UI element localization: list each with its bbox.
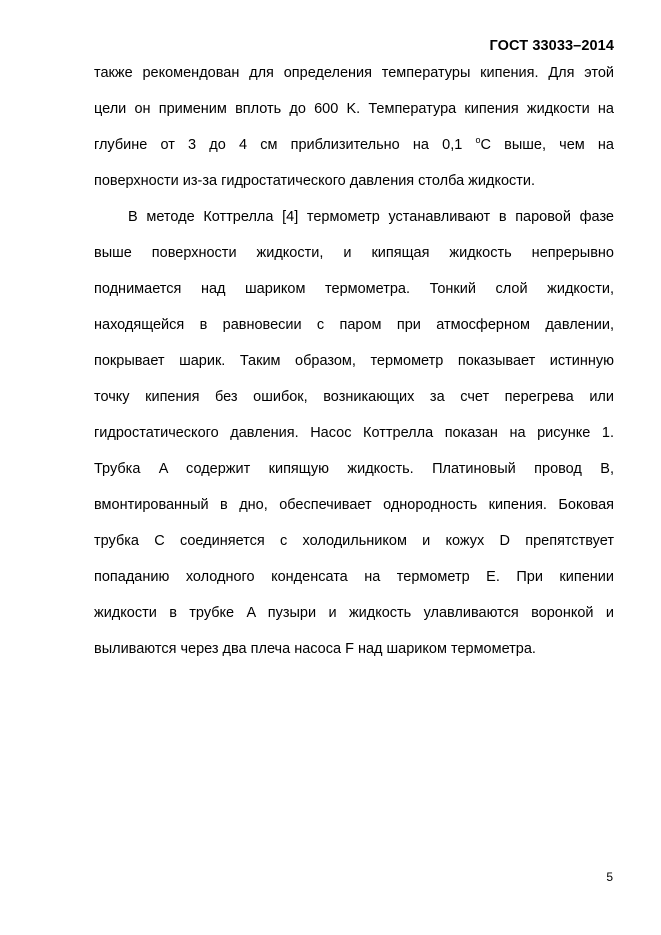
text-line: жидкости в трубке A пузыри и жидкость улавливаются воронкой и xyxy=(94,605,614,621)
paragraph-1 xyxy=(94,64,614,190)
document-body xyxy=(94,64,614,676)
text-line: находящейся в равновесии с паром при атмосферном давлении, xyxy=(94,317,614,333)
paragraph-2 xyxy=(94,208,614,658)
text-line: поверхности из-за гидростатического давления столба жидкости. xyxy=(94,173,536,189)
text-fragment: глубине от 3 до 4 см приблизительно на 0,1 xyxy=(94,137,463,153)
text-line: выливаются через два плеча насоса F над шариком термометра. xyxy=(94,641,536,657)
text-line: также рекомендован для определения температуры кипения. Для этой xyxy=(94,65,614,81)
text-line: попаданию холодного конденсата на термометр E. При кипении xyxy=(94,569,614,585)
text-line: гидростатического давления. Насос Коттрелла показан на рисунке 1. xyxy=(94,425,614,441)
text-line: выше поверхности жидкости, и кипящая жидкость непрерывно xyxy=(94,245,614,261)
text-line: трубка C соединяется с холодильником и кожух D препятствует xyxy=(94,533,614,549)
text-line-with-degree xyxy=(94,136,614,154)
text-fragment: C выше, чем на xyxy=(480,137,614,153)
text-line: покрывает шарик. Таким образом, термометр показывает истинную xyxy=(94,353,614,369)
text-line: вмонтированный в дно, обеспечивает однородность кипения. Боковая xyxy=(94,497,614,513)
text-line: цели он применим вплоть до 600 K. Температура кипения жидкости на xyxy=(94,101,614,117)
text-line: точку кипения без ошибок, возникающих за счет перегрева или xyxy=(94,389,614,405)
document-standard-header: ГОСТ 33033–2014 xyxy=(489,38,614,54)
degree-superscript: o xyxy=(475,135,481,145)
text-line: Трубка A содержит кипящую жидкость. Платиновый провод B, xyxy=(94,461,614,477)
text-line: В методе Коттрелла [4] термометр устанавливают в паровой фазе xyxy=(128,209,614,225)
text-line: поднимается над шариком термометра. Тонкий слой жидкости, xyxy=(94,281,614,297)
page-number: 5 xyxy=(606,870,613,884)
